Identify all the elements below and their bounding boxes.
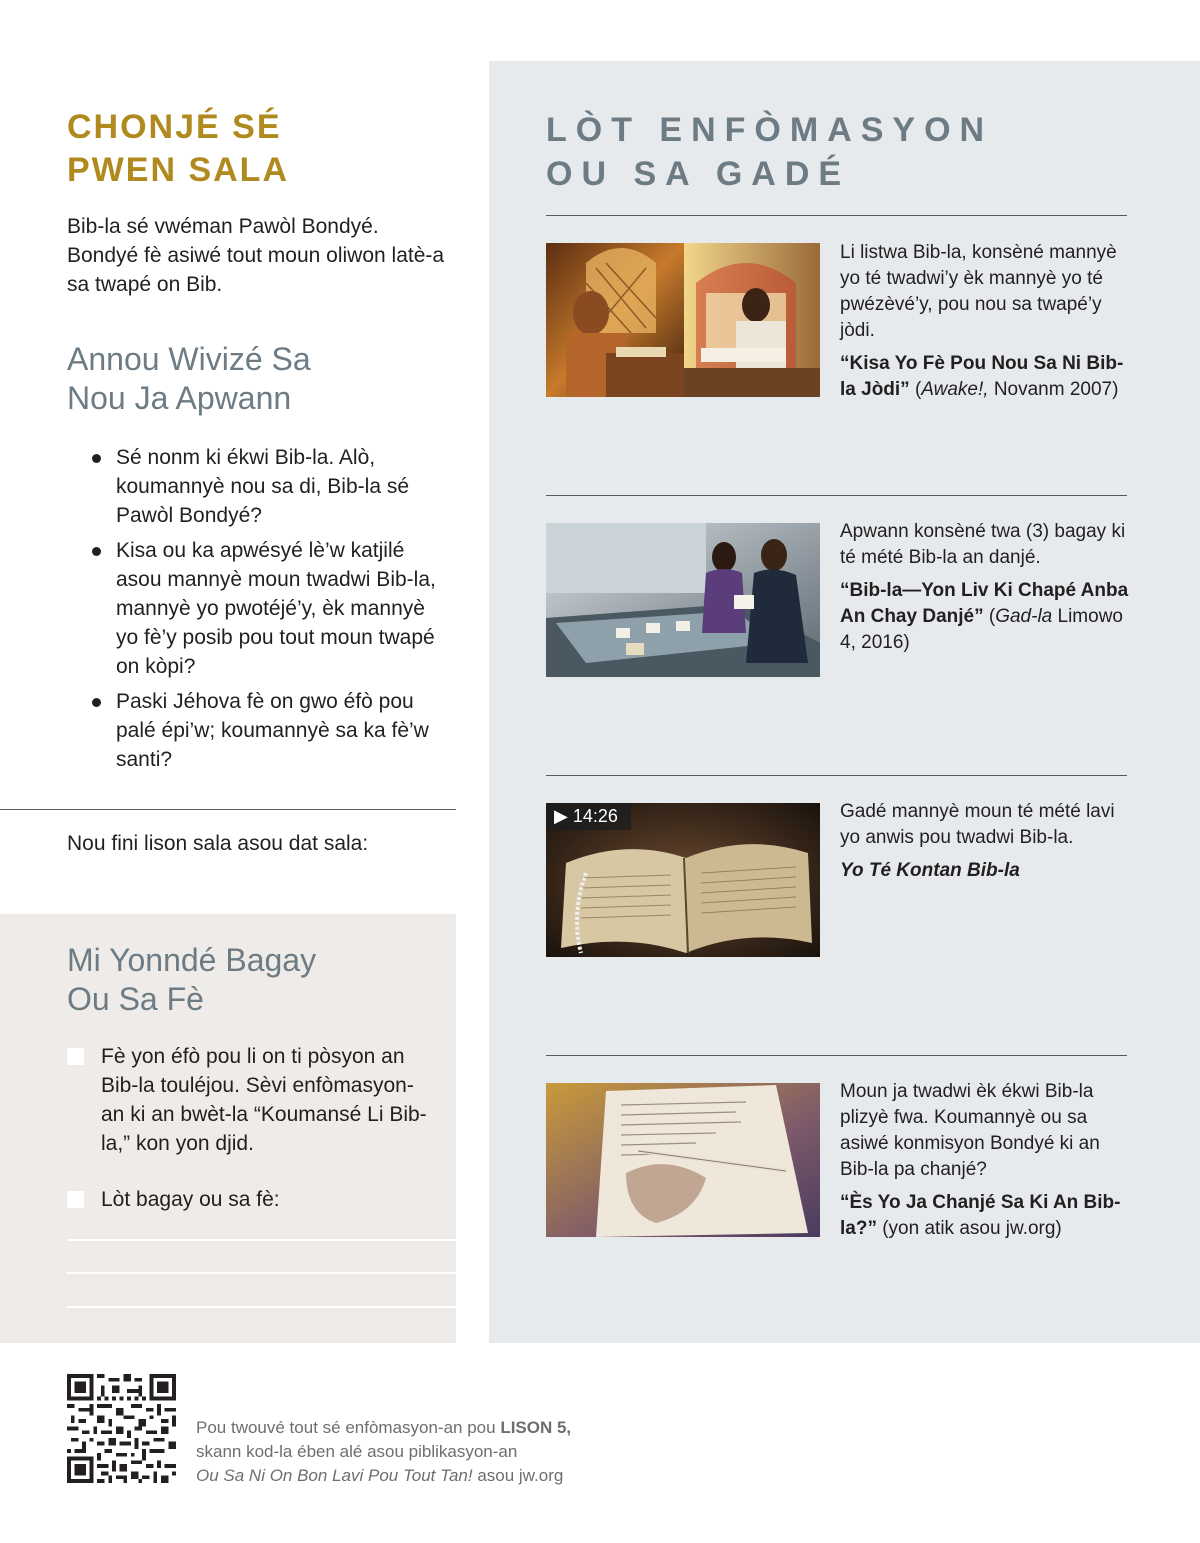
qr-code[interactable] [67,1374,176,1483]
divider [0,809,456,810]
goal-item: Fè yon éfò pou li on ti pòsyon an Bib-la touléjou. Sèvi enfòmasyon-an ki an bwèt-la “Koumansé Li Bib-la,” kon yon djid. [67,1042,427,1158]
write-line[interactable] [67,1272,456,1274]
finished-date-label: Nou fini lison sala asou dat sala: [67,832,369,855]
write-line[interactable] [67,1239,456,1241]
article-title[interactable]: “Kisa Yo Fè Pou Nou Sa Ni Bib-la Jòdi” [840,353,1124,400]
publication-date: Novanm 2007) [993,379,1119,400]
review-question: Sé nonm ki ékwi Bib-la. Alò, koumannyè nou sa di, Bib-la sé Pawòl Bondyé? [92,443,442,530]
review-question: Paski Jéhova fè on gwo éfò pou palé épi’w; koumannyè sa ka fè’w santi? [92,687,442,774]
goal-item: Lòt bagay ou sa fè: [67,1185,427,1214]
resource-description: Moun ja twadwi èk ékwi Bib-la plizyè fwa. Koumannyè ou sa asiwé konmisyon Bondyé ki an Bib-la pa chanjé? [840,1081,1100,1180]
main-title: CHONJÉ SÉ PWEN SALA [67,108,289,189]
museum-couple-image[interactable] [546,523,820,677]
review-question: Kisa ou ka apwésyé lè’w katjilé asou mannyè moun twadwi Bib-la, mannyè yo pwotéjé’y, èk mannyè yo fè’y posib pou tout moun twapé on kòpi? [92,536,442,681]
review-questions [92,443,442,780]
lesson-number: LISON 5, [500,1418,572,1437]
resource-3 [840,799,1130,884]
intro-text: Bib-la sé vwéman Pawòl Bondyé. Bondyé fè asiwé tout moun oliwon latè-a sa twapé on Bib. [67,215,445,296]
divider [546,215,1127,216]
bullet-icon [92,454,101,463]
divider [546,495,1127,496]
video-title[interactable]: Yo Té Kontan Bib-la [840,860,1020,881]
bullet-icon [92,698,101,707]
open-paren: ( [914,379,922,400]
quill-manuscript-image[interactable] [546,1083,820,1237]
play-icon: ▶ [554,806,568,826]
write-line[interactable] [67,1306,456,1308]
translator-painting-image[interactable] [546,243,820,397]
resource-reference[interactable] [840,1190,1130,1242]
resource-reference[interactable] [840,858,1130,884]
article-title[interactable]: “Ès Yo Ja Chanjé Sa Ki An Bib-la?” [840,1192,1121,1239]
resource-description: Li listwa Bib-la, konsèné mannyè yo té twadwi’y èk mannyè yo té pwézèvé’y, pou nou sa twapé’y jòdi. [840,242,1117,341]
footer-note: Pou twouvé tout sé enfòmasyon-an pou LISON 5, skann kod-la ében alé asou piblikasyon-an Ou Sa Ni On Bon Lavi Pou Tout Tan! asou jw.org [196,1418,572,1485]
checkbox[interactable] [67,1048,84,1065]
goals-list [67,1042,427,1241]
more-info-title: LÒT ENFÒMASYON OU SA GADÉ [546,111,994,193]
goals-title: Mi Yonndé Bagay Ou Sa Fè [67,942,317,1017]
resource-1 [840,240,1130,403]
checkbox[interactable] [67,1191,84,1208]
publication-title: Ou Sa Ni On Bon Lavi Pou Tout Tan! [196,1466,473,1485]
resource-4 [840,1079,1130,1242]
open-paren: ( [988,606,996,627]
article-note: (yon atik asou jw.org) [882,1218,1062,1239]
resource-description: Gadé mannyè moun té mété lavi yo anwis pou twadwi Bib-la. [840,801,1115,848]
video-thumbnail[interactable] [546,803,820,957]
resource-description: Apwann konsèné twa (3) bagay ki té mété Bib-la an danjé. [840,521,1126,568]
publication-name: Gad-la [995,606,1053,627]
divider [546,1055,1127,1056]
divider [546,775,1127,776]
resource-2 [840,519,1130,656]
bullet-icon [92,547,101,556]
article-title[interactable]: “Bib-la—Yon Liv Ki Chapé Anba An Chay Danjé” [840,580,1129,627]
resource-reference[interactable] [840,578,1130,656]
resource-reference[interactable] [840,351,1130,403]
review-title: Annou Wivizé Sa Nou Ja Apwann [67,341,311,416]
video-duration-badge [546,803,631,830]
publication-name: Awake!, [921,379,989,400]
publication-date: Limowo 4, 2016) [840,606,1123,653]
video-duration: 14:26 [572,806,618,826]
